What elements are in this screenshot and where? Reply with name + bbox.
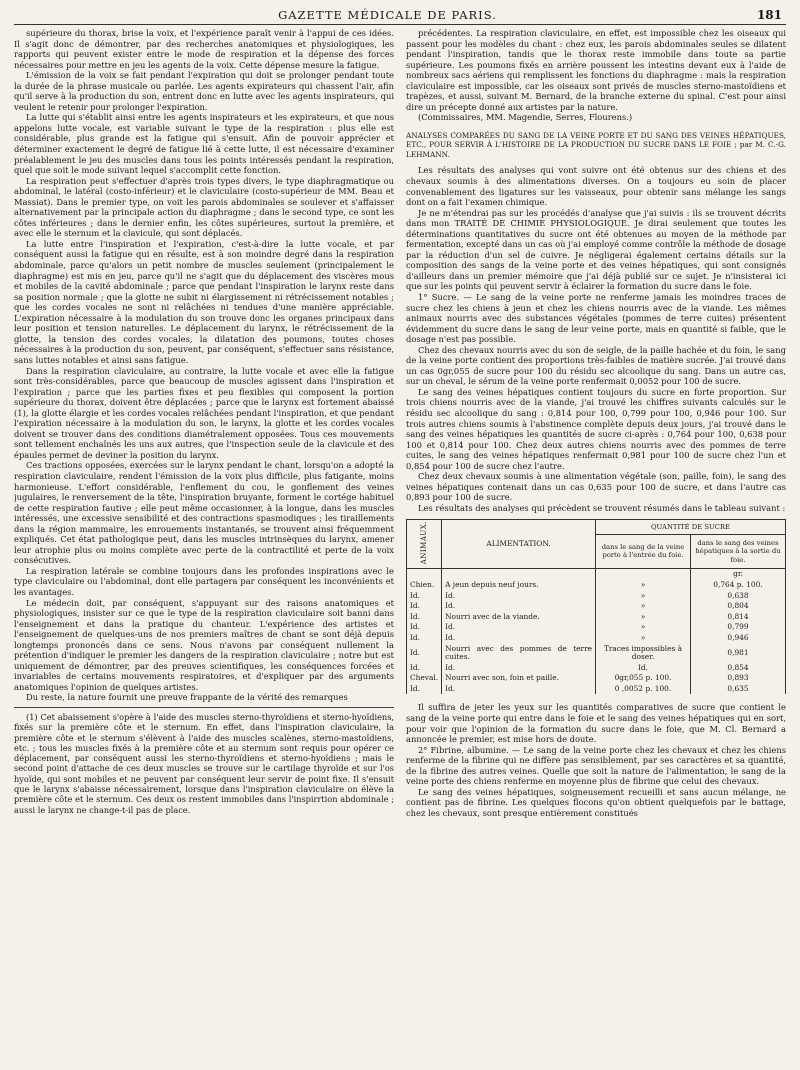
table-row	[407, 673, 786, 684]
paragraph: L'émission de la voix se fait pendant l'expiration qui doit se prolonger pendant toute la durée de la phrase musicale ou parlée. Les agents expirateurs qui chassent l'air, afin qu'il serve à la production du son, entrent donc en lutte avec les agents inspirateurs, qui veulent le retenir pour prolonger l'expiration.	[14, 70, 394, 112]
paragraph: Chez des chevaux nourris avec du son de seigle, de la paille hachée et du foin, le sang de la veine porte contient des proportions très-faibles de matière sucrée. J'ai trouvé dans un cas 0gr,055 de sucre pour 100 du résidu sec alcoolique du sang. Dans un autre cas, sur un cheval, le sérum de la veine porte renfermait 0,0052 pour 100 de sucre.	[406, 344, 786, 387]
paragraph: supérieure du thorax, brise la voix, et l'expérience paraît venir à l'appui de ces idées. Il s'agit donc de démontrer, par des recherches anatomiques et physiologiques, les rapports qui peuvent exister entre le mode de respiration et la dépense des forces nécessaires pour mettre en jeu les agents de la voix. Cette dépense mesure la fatigue.	[14, 28, 394, 70]
right-column	[406, 28, 786, 818]
right-body-bottom	[406, 702, 786, 818]
paragraph: La lutte entre l'inspiration et l'expiration, c'est-à-dire la lutte vocale, et par conséquent aussi la fatigue qui en résulte, est à son moindre degré dans la respiration abdominale, parce qu'alors un petit nombre de muscles seulement (principalement le diaphragme) est mis en jeu, parce qu'il ne s'agit que du déplacement des viscères mous et mobiles de la cavité abdominale ; parce que pendant l'inspiration le larynx reste dans sa position normale ; que la glotte ne subit ni élargissement ni rétrécissement notables ; que les cordes vocales ne sont ni relâchées ni tendues d'une manière appréciable. L'expiration nécessaire à la modulation du son trouve donc les organes principaux dans leur position et tension naturelles. Le déplacement du larynx, le rétrécissement de la glotte, la tension des cordes vocales, la dilatation des poumons, toutes choses nécessaires à la production du son, peuvent, par conséquent, s'effectuer sans résistance, sans luttes notables et ainsi sans fatigue.	[14, 238, 394, 365]
page-header	[14, 0, 786, 25]
table-cell-animal: Cheval.	[407, 673, 442, 684]
table-cell-animal: Id.	[407, 601, 442, 612]
paragraph: Du reste, la nature fournit une preuve frappante de la vérité des remarques	[26, 692, 348, 703]
paragraph: Chez deux chevaux soumis à une alimentation végétale (son, paille, foin), le sang des veines hépatiques contenait dans un cas 0,635 pour 100 de sucre, et dans l'autre cas 0,893 pour 100 de sucre.	[406, 471, 786, 503]
table-cell-porte: Id.	[596, 663, 691, 674]
paragraph: Il suffira de jeter les yeux sur les quantités comparatives de sucre que contient le sang de la veine porte qui entre dans le foie et le sang des veines hépatiques qui en sort, pour voir que l'opinion de la formation du sucre dans le foie, que M. Cl. Bernard a annoncée le premier, est mise hors de doute.	[406, 702, 786, 745]
table-unit-row	[407, 569, 786, 580]
table-cell-aliment: A jeun depuis neuf jours.	[442, 580, 596, 591]
table-row	[407, 684, 786, 695]
table-header-alimentation: ALIMENTATION.	[442, 520, 596, 569]
table-cell-animal: Id.	[407, 684, 442, 695]
paragraph: 1° Sucre. — Le sang de la veine porte ne renferme jamais les moindres traces de sucre chez les chiens à jeun et chez les chiens nourris avec de la viande. Les mêmes animaux nourris avec des substances végétales (pommes de terre cuites) présentent évidemment du sucre dans le sang de leur veine porte, mais en quantité si faible, que le dosage n'est pas possible.	[406, 291, 786, 345]
table-cell-animal: Chien.	[407, 580, 442, 591]
footnote	[14, 712, 394, 815]
paragraph: 2° Fibrine, albumine. — Le sang de la veine porte chez les chevaux et chez les chiens renferme de la fibrine qui ne diffère pas sensiblement, par ses caractères et sa quantité, de la fibrine des autres veines. Quelle que soit la nature de l'alimentation, le sang de la veine porte des chiens renferme en moyenne plus de fibrine que celui des chevaux.	[406, 744, 786, 787]
paragraph: précédentes. La respiration claviculaire, en effet, est impossible chez les oiseaux qui passent pour les modèles du chant : chez eux, les parois abdominales seules se dilatent pendant l'inspiration, tandis que le thorax reste immobile dans toute sa partie supérieure. Les poumons fixés en arrière poussent les intestins devant eux à l'aide de nombreux sacs aériens qui remplissent les fonctions du diaphragme : mais la respiration claviculaire est impossible, car les oiseaux sont privés de muscles sterno-mastoïdiens et trapèzes, et aussi, suivant M. Bernard, de la branche externe du spinal. C'est pour ainsi dire un précepte donné aux artistes par la nature.	[406, 28, 786, 112]
table-cell-animal: Id.	[407, 663, 442, 674]
table-cell-porte: 0gr,055 p. 100.	[596, 673, 691, 684]
paragraph: La respiration peut s'effectuer d'après trois types divers, le type diaphragmatique ou abdominal, le latéral (costo-inférieur) et le claviculaire (costo-supérieur de MM. Beau et Massiat). Dans le premier type, on voit les parois abdominales se soulever et s'affaisser alternativement par la principale action du diaphragme ; dans le second type, ce sont les côtes inférieures ; dans le dernier enfin, les côtes supérieures, surtout la première, et avec elle le sternum et la clavicule, qui sont déplacés.	[14, 175, 394, 239]
paragraph: Le sang des veines hépatiques, soigneusement recueilli et sans aucun mélange, ne contient pas de fibrine. Les quelques flocons qu'on obtient quelquefois par le battage, chez les chevaux, sont presque entièrement constitués	[406, 786, 786, 818]
table-cell-aliment: Id.	[442, 663, 596, 674]
table-cell-aliment: Nourri avec des pommes de terre cuites.	[442, 644, 596, 663]
paragraph: La respiration latérale se combine toujours dans les profondes inspirations avec le type claviculaire ou l'abdominal, dont elle partagera par conséquent les inconvénients et les avantages.	[14, 565, 394, 597]
table-cell-animal: Id.	[407, 622, 442, 633]
paragraph: Les résultats des analyses qui précèdent se trouvent résumés dans le tableau suivant :	[418, 502, 786, 513]
table-row	[407, 580, 786, 591]
table-cell-hep: 0,635	[691, 684, 786, 695]
right-body-top	[406, 28, 786, 123]
table-cell-porte: Traces impossibles à doser.	[596, 644, 691, 663]
table-cell-hep: 0,638	[691, 591, 786, 602]
table-cell-aliment: Id.	[442, 601, 596, 612]
table-row	[407, 633, 786, 644]
table-cell-aliment: Id.	[442, 591, 596, 602]
table-cell-porte: »	[596, 580, 691, 591]
table-cell-aliment: Id.	[442, 633, 596, 644]
table-cell-porte: »	[596, 601, 691, 612]
table-cell-porte: »	[596, 591, 691, 602]
table-cell-aliment: Id.	[442, 622, 596, 633]
table-cell-hep: 0,893	[691, 673, 786, 684]
table-row	[407, 663, 786, 674]
table-cell-hep: 0,814	[691, 612, 786, 623]
sugar-table	[406, 519, 786, 694]
paragraph: Le sang des veines hépatiques contient toujours du sucre en forte proportion. Sur trois chiens nourris avec de la viande, j'ai trouvé les chiffres suivants calculés sur le résidu sec alcoolique du sang : 0,814 pour 100, 0,799 pour 100, 0,946 pour 100. Sur trois autres chiens soumis à l'abstinence complète depuis deux jours, j'ai trouvé dans le sang des veines hépatiques les quantités de sucre ci-après : 0,764 pour 100, 0,638 pour 100 et 0,814 pour 100. Chez deux autres chiens nourris avec des pommes de terre cuites, le sang des veines hépatiques renfermait 0,981 pour 100 de sucre chez l'un et 0,854 pour 100 de sucre chez l'autre.	[406, 386, 786, 471]
table-cell-animal: Id.	[407, 644, 442, 663]
table-row	[407, 622, 786, 633]
paragraph: Les résultats des analyses qui vont suivre ont été obtenus sur des chiens et des chevaux soumis à des alimentations diverses. On a toujours eu soin de placer convenablement des ligatures sur les vaisseaux, pour obtenir sans mélange les sangs dont on a fait l'examen chimique.	[406, 165, 786, 208]
table-header-quantite: QUANTITÉ DE SUCRE	[596, 520, 786, 534]
table-row	[407, 601, 786, 612]
paragraph: (Commissaires, MM. Magendie, Serres, Flourens.)	[418, 112, 633, 123]
table-row	[407, 644, 786, 663]
left-column	[14, 28, 394, 818]
table-cell-hep: 0,981	[691, 644, 786, 663]
table-cell-animal: Id.	[407, 633, 442, 644]
table-cell-animal: Id.	[407, 612, 442, 623]
footnote-rule	[14, 707, 394, 708]
table-cell-aliment: Nourri avec de la viande.	[442, 612, 596, 623]
paragraph: La lutte qui s'établit ainsi entre les agents inspirateurs et les expirateurs, et que nous appelons lutte vocale, est variable suivant le type de la respiration : plus elle est considérable, plus grande est la fatigue qui s'ensuit. Afin de pouvoir apprécier et déterminer exactement le degré de fatigue lié à cette lutte, il est nécessaire d'examiner préalablement le jeu des muscles dans tous les points intéressés pendant la respiration, quel que soit le mode suivant lequel s'accomplit cette fonction.	[14, 112, 394, 176]
table-cell-porte: »	[596, 633, 691, 644]
table-cell-hep: 0,799	[691, 622, 786, 633]
article-title: ANALYSES COMPARÉES DU SANG DE LA VEINE PORTE ET DU SANG DES VEINES HÉPATIQUES, ETC., POUR SERVIR À L'HISTOIRE DE LA PRODUCTION DU SUCRE DANS LE FOIE ; par M. C.-G. LEHMANN.	[406, 130, 786, 159]
table-cell-aliment: Nourri avec son, foin et paille.	[442, 673, 596, 684]
table-cell-porte: 0 ,0052 p. 100.	[596, 684, 691, 695]
table-body	[407, 569, 786, 695]
footnote-text: (1) Cet abaissement s'opère à l'aide des muscles sterno-thyroïdiens et sterno-hyoïdiens, fixés sur la première côte et le sternum. En effet, dans l'inspiration claviculaire, la première côte et le sternum s'élèvent à l'aide des muscles scalènes, sterno-mastoïdiens, etc. ; tous les muscles fixés à la première côte et au sternum sont requis pour opérer ce déplacement, par conséquent aussi les sterno-thyroïdiens et sterno-hyoïdiens ; mais le second point d'attache de ces deux muscles se trouve sur le cartilage thyroïde et sur l'os hyoïde, qui sont mobiles et ne peuvent par conséquent leur servir de point fixe. Il s'ensuit que le larynx s'abaisse nécessairement, lorsque dans l'inspiration claviculaire on élève la première côte et le sternum. Ces deux os restent immobiles dans l'inspirrtion abdominale ; aussi le larynx ne change-t-il pas de place.	[14, 712, 394, 815]
page-number: 181	[756, 8, 782, 22]
right-body-mid	[406, 165, 786, 513]
table-cell-hep: 0,946	[691, 633, 786, 644]
table-header-porte: dans le sang de la veine porte à l'entrée du foie.	[596, 534, 691, 569]
table-cell-porte: »	[596, 612, 691, 623]
paragraph: Dans la respiration claviculaire, au contraire, la lutte vocale et avec elle la fatigue sont très-considérables, parce que beaucoup de muscles agissent dans l'inspiration et l'expiration ; parce que les parties fixes et peu flexibles qui composent la portion supérieure du thorax, doivent être déplacées ; parce que le larynx est fortement abaissé (1), la glotte élargie et les cordes vocales relâchées pendant l'inspiration, et que pendant l'expiration nécessaire à la modulation du son, le larynx, la glotte et les cordes vocales doivent se trouver dans des conditions diamétralement opposées. Tous ces mouvements sont tellement enchaînés les uns aux autres, que l'inspection seule de la clavicule et des épaules permet de deviner la position du larynx.	[14, 365, 394, 460]
table-cell-animal: Id.	[407, 591, 442, 602]
paragraph: Ces tractions opposées, exercées sur le larynx pendant le chant, lorsqu'on a adopté la respiration claviculaire, rendent l'émission de la voix plus difficile, plus fatigante, moins harmonieuse. L'effort considérable, l'enflement du cou, le gonflement des veines jugulaires, le renversement de la tête, l'inspiration bruyante, forment le cortége habituel de cette respiration fautive ; elle peut même occasionner, à la longue, dans les muscles intéressés, une excessive sensibilité et des contractions spasmodiques ; les tiraillements dans la région mammaire, les enrouements instantanés, se trouvent ainsi fréquemment expliqués. Cet état pathologique peut, dans les muscles intrinsèques du larynx, amener leur atrophie plus ou moins complète avec perte de la contractilité et perte de la voix consécutives.	[14, 460, 394, 566]
table-cell-hep: 0,764 p. 100.	[691, 580, 786, 591]
table-row	[407, 591, 786, 602]
table-unit: gr.	[691, 569, 786, 580]
table-cell-porte: »	[596, 622, 691, 633]
left-body	[14, 28, 394, 703]
table-row	[407, 612, 786, 623]
table-cell-hep: 0,854	[691, 663, 786, 674]
table-header-animaux: ANIMAUX.	[407, 520, 442, 569]
table-cell-hep: 0,804	[691, 601, 786, 612]
journal-title: GAZETTE MÉDICALE DE PARIS.	[278, 8, 497, 22]
paragraph: Le médecin doit, par conséquent, s'appuyant sur des raisons anatomiques et physiologiques, insister sur ce que le type de la respiration claviculaire soit banni dans l'enseignement et dans la pratique du chanteur. L'expérience des artistes et l'enseignement de quelques-uns de nos premiers maîtres de chant se sont déjà depuis longtemps prononcés dans ce sens. Nous n'avons par conséquent nullement la prétention d'indiquer le premier les dangers de la respiration claviculaire ; notre but est uniquement de démontrer, par des preuves scientifiques, les conséquences forcées et invariables de certains mouvements respiratoires, et d'expliquer par des arguments anatomiques l'opinion de quelques artistes.	[14, 597, 394, 692]
paragraph: Je ne m'étendrai pas sur les procédés d'analyse que j'ai suivis : ils se trouvent décrits dans mon TRAITÉ DE CHIMIE PHYSIOLOGIQUE. Je dirai seulement que toutes les déterminations quantitatives du sucre ont été obtenues au moyen de la méthode par fermentation, excepté dans un cas où j'ai employé comme contrôle la méthode de dosage par la réduction d'un sel de cuivre. Je négligerai également certains détails sur la composition des sangs de la veine porte et des veines hépatiques, qui sont consignés d'ailleurs dans un premier mémoire que j'ai déjà publié sur ce sujet. Je n'insisterai ici que sur les points qui peuvent servir à éclairer la formation du sucre dans le foie.	[406, 207, 786, 292]
table-header-hepatiques: dans le sang des veines hépatiques à la sortie du foie.	[691, 534, 786, 569]
table-cell-aliment: Id.	[442, 684, 596, 695]
